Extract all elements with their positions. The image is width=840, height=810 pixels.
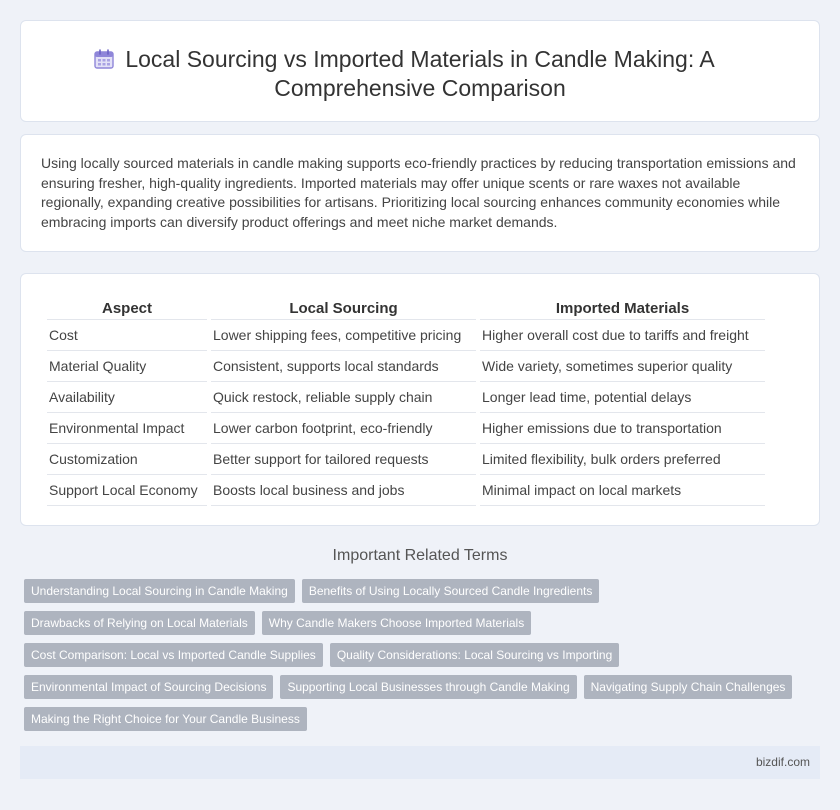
table-cell: Minimal impact on local markets: [480, 475, 765, 506]
header-local-sourcing: Local Sourcing: [211, 294, 476, 320]
table-cell: Customization: [47, 444, 207, 475]
table-cell: Consistent, supports local standards: [211, 351, 476, 382]
table-row: [47, 475, 765, 506]
table-cell: Higher emissions due to transportation: [480, 413, 765, 444]
related-term-tag[interactable]: Navigating Supply Chain Challenges: [584, 675, 793, 699]
table-cell: Better support for tailored requests: [211, 444, 476, 475]
comparison-table: [43, 294, 769, 506]
intro-card: [20, 134, 820, 252]
table-cell: Cost: [47, 320, 207, 351]
table-row: [47, 320, 765, 351]
table-cell: Support Local Economy: [47, 475, 207, 506]
related-terms-title: Important Related Terms: [332, 547, 508, 564]
related-term-tag[interactable]: Quality Considerations: Local Sourcing vs Importing: [330, 643, 619, 667]
related-term-tag[interactable]: Cost Comparison: Local vs Imported Candle Supplies: [24, 643, 323, 667]
table-row: [47, 351, 765, 382]
page-title: Local Sourcing vs Imported Materials in Candle Making: A Comprehensive Comparison: [125, 46, 715, 101]
related-terms-tags: [24, 579, 824, 739]
table-header-row: [47, 294, 765, 320]
related-term-tag[interactable]: Making the Right Choice for Your Candle Business: [24, 707, 307, 731]
related-term-tag[interactable]: Drawbacks of Relying on Local Materials: [24, 611, 255, 635]
table-cell: Boosts local business and jobs: [211, 475, 476, 506]
table-cell: Higher overall cost due to tariffs and freight: [480, 320, 765, 351]
table-cell: Limited flexibility, bulk orders preferred: [480, 444, 765, 475]
table-row: [47, 444, 765, 475]
header-aspect: Aspect: [47, 294, 207, 320]
related-term-tag[interactable]: Supporting Local Businesses through Candle Making: [280, 675, 576, 699]
table-cell: Longer lead time, potential delays: [480, 382, 765, 413]
table-cell: Quick restock, reliable supply chain: [211, 382, 476, 413]
table-row: [47, 413, 765, 444]
related-term-tag[interactable]: Environmental Impact of Sourcing Decisions: [24, 675, 273, 699]
table-cell: Lower shipping fees, competitive pricing: [211, 320, 476, 351]
header-imported-materials: Imported Materials: [480, 294, 765, 320]
footer-brand[interactable]: bizdif.com: [755, 755, 810, 769]
table-cell: Material Quality: [47, 351, 207, 382]
table-cell: Availability: [47, 382, 207, 413]
table-cell: Lower carbon footprint, eco-friendly: [211, 413, 476, 444]
footer: [20, 746, 820, 779]
related-term-tag[interactable]: Understanding Local Sourcing in Candle Making: [24, 579, 295, 603]
table-cell: Wide variety, sometimes superior quality: [480, 351, 765, 382]
related-term-tag[interactable]: Benefits of Using Locally Sourced Candle Ingredients: [302, 579, 600, 603]
table-cell: Environmental Impact: [47, 413, 207, 444]
table-row: [47, 382, 765, 413]
comparison-card: [20, 273, 820, 526]
header-card: [20, 20, 820, 122]
intro-paragraph: Using locally sourced materials in candle making supports eco-friendly practices by reducing transportation emissions and ensuring fresher, high-quality ingredients. Imported materials may offer unique scents or rare waxes not available regionally, expanding creative possibilities for artisans. Prioritizing local sourcing enhances community economies while embracing imports can diversify product offerings and meet niche market demands.: [41, 155, 796, 230]
related-term-tag[interactable]: Why Candle Makers Choose Imported Materials: [262, 611, 531, 635]
